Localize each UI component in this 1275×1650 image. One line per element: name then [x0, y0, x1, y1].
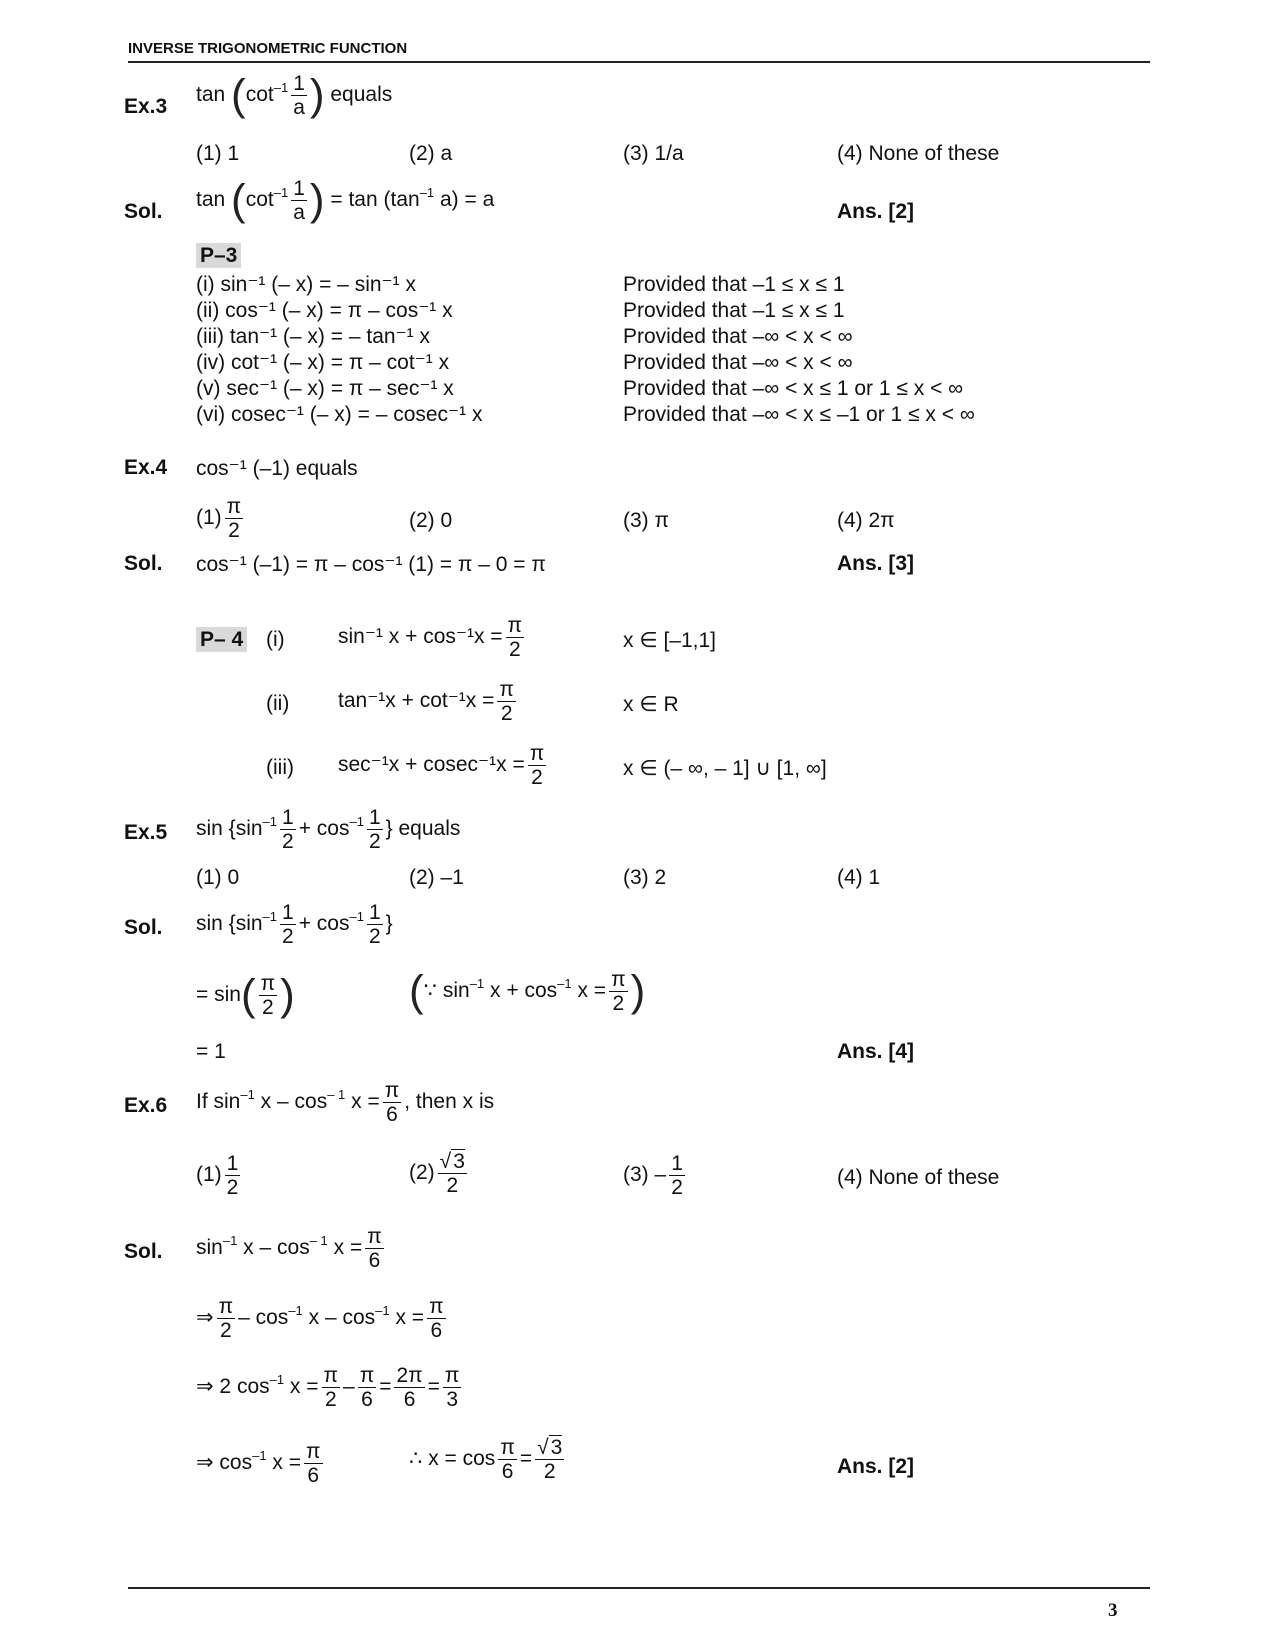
- ex6-sol-label: Sol.: [124, 1240, 163, 1263]
- ex6-sol-step3: ⇒ 2 $\cos^{-1} x$ = $\frac{\pi}{2}$ – $\frac{\pi}{6}$ = $\frac{2\pi}{6}$ = $\frac{\pi}{3}$: [196, 1364, 460, 1412]
- ex6-sol-step4: ⇒ $\cos^{-1} x$ = $\frac{\pi}{6}$: [196, 1440, 321, 1488]
- p3-condition: Provided that –∞ < x < ∞: [623, 325, 853, 348]
- ex4-option-3: (3) π: [623, 509, 669, 532]
- p3-condition: Provided that –∞ < x < ∞: [623, 351, 853, 374]
- p3-rule: (iv) cot⁻¹ (– x) = π – cot⁻¹ x: [196, 351, 450, 374]
- ex3-label: Ex.3: [124, 95, 168, 118]
- p4-row-num: (iii): [266, 756, 294, 779]
- p3-label: P–3: [196, 244, 241, 268]
- p3-condition: Provided that –∞ < x ≤ 1 or 1 ≤ x < ∞: [623, 377, 964, 400]
- ex4-question: cos⁻¹ (–1) equals: [196, 457, 358, 480]
- ex3-sol-label: Sol.: [124, 200, 163, 223]
- p4-row-identity: tan⁻¹x + cot⁻¹x = $\frac{\pi}{2}$: [338, 678, 514, 726]
- page-header: INVERSE TRIGONOMETRIC FUNCTION: [128, 40, 408, 57]
- ex5-step2: = 1: [196, 1040, 226, 1063]
- ex6-option-2: (2) $\frac{√3}{2}$: [409, 1150, 465, 1198]
- ex3-option-2: (2) a: [409, 142, 453, 165]
- p4-row-identity: sin⁻¹ x + cos⁻¹x = $\frac{\pi}{2}$: [338, 614, 523, 662]
- p3-condition: Provided that –1 ≤ x ≤ 1: [623, 273, 845, 296]
- p3-rule: (iii) tan⁻¹ (– x) = – tan⁻¹ x: [196, 325, 430, 348]
- ex5-question: $\sin \{\sin^{-1}$ $\frac{1}{2}$ + $\cos^{-1}$ $\frac{1}{2}$ } equals: [196, 806, 461, 854]
- p3-conditions: [623, 272, 975, 428]
- ex6-option-3: (3) – $\frac{1}{2}$: [623, 1152, 683, 1200]
- ex4-answer: Ans. [3]: [837, 552, 915, 575]
- p3-rules: [196, 272, 482, 428]
- ex5-sol-label: Sol.: [124, 916, 163, 939]
- ex4-option-2: (2) 0: [409, 509, 453, 532]
- p4-row-domain: x ∈ (– ∞, – 1] ∪ [1, ∞]: [623, 757, 827, 780]
- p3-condition: Provided that –∞ < x ≤ –1 or 1 ≤ x < ∞: [623, 403, 975, 426]
- p4-row-num: (i): [266, 628, 285, 651]
- ex5-option-2: (2) –1: [409, 866, 464, 889]
- ex3-question: $\tan (\cot^{-1}$ $\frac{1}{a}$ ) equals: [196, 70, 393, 120]
- ex3-solution: $\tan (\cot^{-1}$ $\frac{1}{a}$ ) = $\tan (\tan^{-1}$ a) = a: [196, 175, 495, 225]
- ex5-option-3: (3) 2: [623, 866, 667, 889]
- ex6-option-1: (1) $\frac{1}{2}$: [196, 1152, 239, 1200]
- ex3-option-1: (1) 1: [196, 142, 240, 165]
- ex6-sol-step1: $\sin^{-1} x - \cos^{- 1} x$ = $\frac{\pi}{6}$: [196, 1225, 382, 1273]
- ex6-answer: Ans. [2]: [837, 1455, 915, 1478]
- ex4-option-1: (1) $\frac{\pi}{2}$: [196, 495, 242, 543]
- ex6-label: Ex.6: [124, 1094, 168, 1117]
- ex5-option-4: (4) 1: [837, 866, 881, 889]
- ex5-reason: (∵ $\sin^{-1} x + \cos^{-1} x$ = $\frac{\pi}{2}$ ): [409, 966, 646, 1016]
- p4-row-identity: sec⁻¹x + cosec⁻¹x = $\frac{\pi}{2}$: [338, 742, 545, 790]
- ex4-solution: cos⁻¹ (–1) = π – cos⁻¹ (1) = π – 0 = π: [196, 553, 546, 576]
- p4-row-domain: x ∈ [–1,1]: [623, 629, 717, 652]
- p3-condition: Provided that –1 ≤ x ≤ 1: [623, 299, 845, 322]
- ex5-sol-line: $\sin \{\sin^{-1}$ $\frac{1}{2}$ + $\cos^{-1}$ $\frac{1}{2}$ }: [196, 901, 393, 949]
- p4-row-domain: x ∈ R: [623, 693, 679, 716]
- ex6-option-4: (4) None of these: [837, 1166, 1000, 1189]
- header-rule: [128, 61, 1150, 63]
- p3-rule: (v) sec⁻¹ (– x) = π – sec⁻¹ x: [196, 377, 454, 400]
- ex5-label: Ex.5: [124, 821, 168, 844]
- p4-label: P– 4: [196, 628, 247, 652]
- ex3-answer: Ans. [2]: [837, 200, 915, 223]
- ex4-label: Ex.4: [124, 456, 168, 479]
- p3-rule: (vi) cosec⁻¹ (– x) = – cosec⁻¹ x: [196, 403, 483, 426]
- ex5-step1: = sin( $\frac{\pi}{2}$ ): [196, 970, 295, 1020]
- ex3-option-4: (4) None of these: [837, 142, 1000, 165]
- ex3-option-3: (3) 1/a: [623, 142, 684, 165]
- p3-rule: (ii) cos⁻¹ (– x) = π – cos⁻¹ x: [196, 299, 453, 322]
- ex6-sol-step2: ⇒ $\frac{\pi}{2}$ – $\cos^{-1} x - \cos^{-1} x$ = $\frac{\pi}{6}$: [196, 1295, 444, 1343]
- ex4-option-4: (4) 2π: [837, 509, 895, 532]
- ex6-sol-therefore: ∴ x = cos $\frac{\pi}{6}$ = $\frac{√3}{2}$: [409, 1436, 563, 1484]
- p4-row-num: (ii): [266, 692, 290, 715]
- ex5-answer: Ans. [4]: [837, 1040, 915, 1063]
- ex5-option-1: (1) 0: [196, 866, 240, 889]
- p3-rule: (i) sin⁻¹ (– x) = – sin⁻¹ x: [196, 273, 416, 296]
- ex4-sol-label: Sol.: [124, 552, 163, 575]
- footer-rule: [128, 1587, 1150, 1589]
- ex6-question: If $\sin^{-1} x - \cos^{- 1} x$ = $\frac{\pi}{6}$ , then x is: [196, 1079, 495, 1127]
- page-number: 3: [1108, 1600, 1118, 1621]
